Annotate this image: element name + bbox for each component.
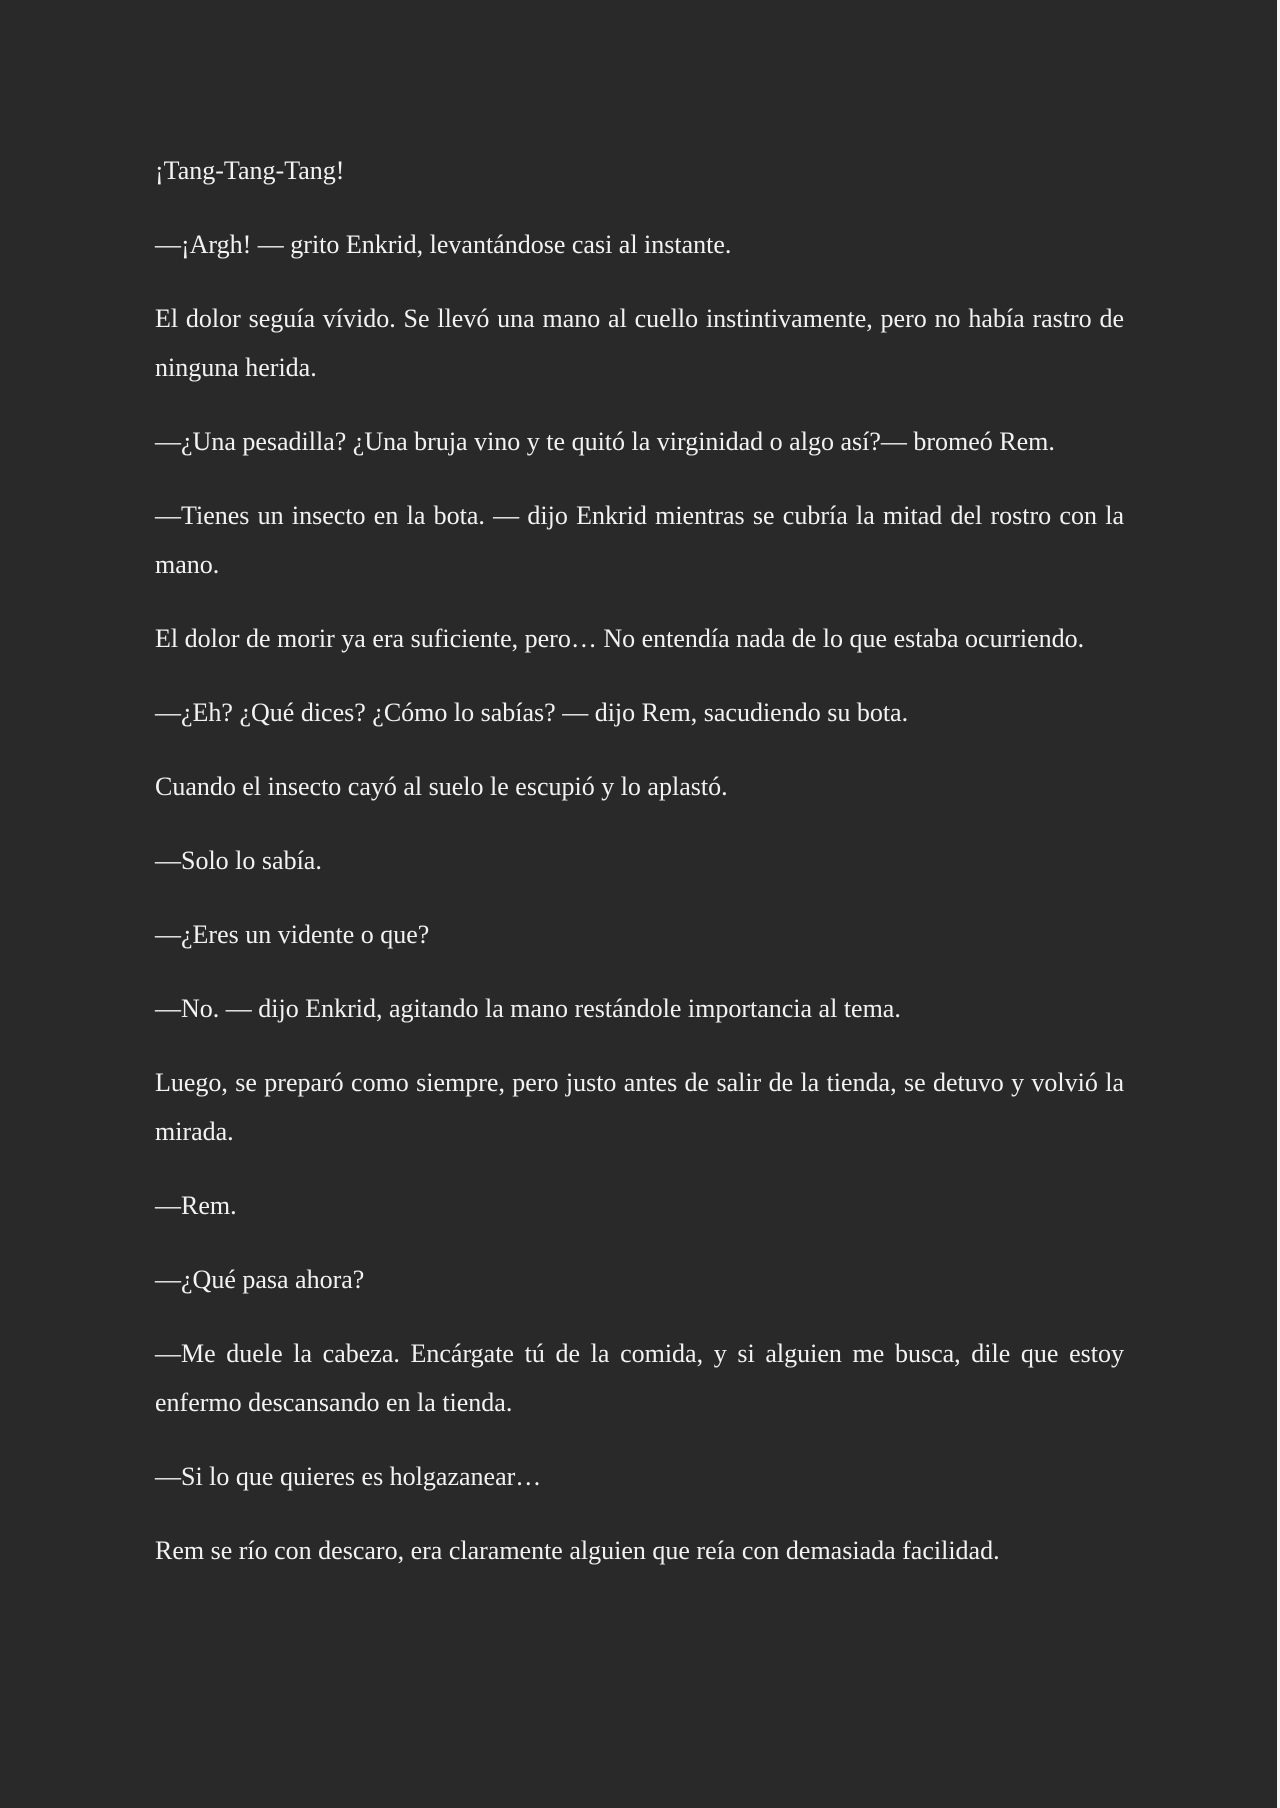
- paragraph: Luego, se preparó como siempre, pero justo antes de salir de la tienda, se detuvo y volvió la mirada.: [155, 1068, 1124, 1146]
- paragraph: —Me duele la cabeza. Encárgate tú de la comida, y si alguien me busca, dile que estoy enfermo descansando en la tienda.: [155, 1339, 1124, 1417]
- paragraph: El dolor seguía vívido. Se llevó una mano al cuello instintivamente, pero no había rastro de ninguna herida.: [155, 304, 1124, 382]
- paragraph: Rem se río con descaro, era claramente alguien que reía con demasiada facilidad.: [155, 1536, 1000, 1565]
- paragraph: —Si lo que quieres es holgazanear…: [155, 1462, 542, 1491]
- paragraph: ¡Tang-Tang-Tang!: [155, 156, 345, 185]
- paragraph: —¿Una pesadilla? ¿Una bruja vino y te quitó la virginidad o algo así?— bromeó Rem.: [155, 427, 1055, 456]
- paragraph: Cuando el insecto cayó al suelo le escupió y lo aplastó.: [155, 772, 728, 801]
- paragraph: —¡Argh! — grito Enkrid, levantándose casi al instante.: [155, 230, 732, 259]
- paragraph: —No. — dijo Enkrid, agitando la mano restándole importancia al tema.: [155, 994, 901, 1023]
- paragraph: —Tienes un insecto en la bota. — dijo Enkrid mientras se cubría la mitad del rostro con la mano.: [155, 501, 1124, 579]
- paragraph: —¿Qué pasa ahora?: [155, 1265, 365, 1294]
- paragraph: —¿Eh? ¿Qué dices? ¿Cómo lo sabías? — dijo Rem, sacudiendo su bota.: [155, 698, 909, 727]
- paragraph: —Rem.: [155, 1191, 237, 1220]
- paragraph: El dolor de morir ya era suficiente, pero… No entendía nada de lo que estaba ocurriendo.: [155, 624, 1085, 653]
- paragraph: —Solo lo sabía.: [155, 846, 322, 875]
- document-body: [155, 146, 1124, 1600]
- paragraph: —¿Eres un vidente o que?: [155, 920, 430, 949]
